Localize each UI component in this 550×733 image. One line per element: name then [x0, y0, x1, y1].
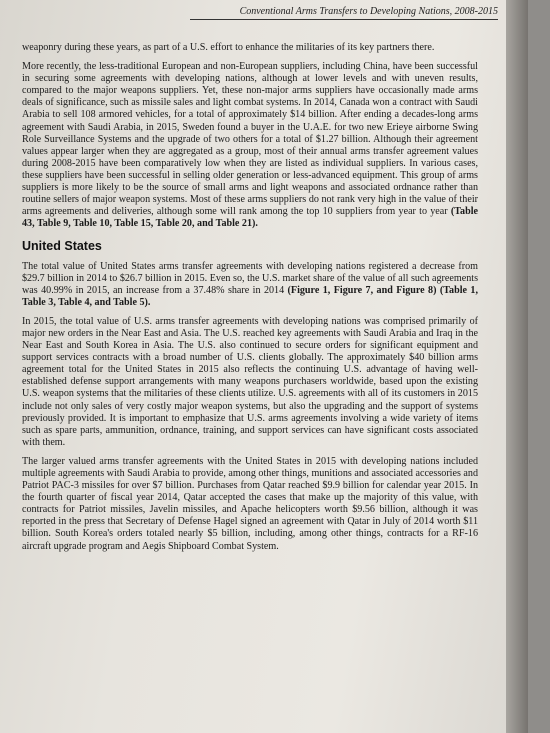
page-edge-shadow	[506, 0, 528, 733]
paragraph	[22, 456, 478, 553]
figure-table-references: (Figure 1, Figure 7, and Figure 8) (Table 1, Table 3, Table 4, and Table 5).	[22, 284, 478, 308]
table-references: (Table 43, Table 9, Table 10, Table 15, Table 20, and Table 21).	[22, 206, 478, 230]
paragraph-text: In 2015, the total value of U.S. arms transfer agreements with developing nations was comprised primarily of major new orders in the Near East and Asia. The U.S. reached key agreements with Saudi Arabia and Iraq in the Near East and South Korea in Asia. The U.S. also continued to secure orders for significant equipment and support services contracts with a broad number of U.S. clients globally. The approximately $40 billion arms agreement total for the United States in 2015 also reflects the continuing U.S. advantage of having well-established defense support arrangements with many weapons purchasers worldwide, based upon the existing U.S. weapon systems that the militaries of these clients utilize. U.S. agreements with all of its customers in 2015 include not only sales of very costly major weapon systems, but also the upgrading and the support of systems previously provided. It is important to emphasize that U.S. arms agreements involving a wide variety of items such as spare parts, ammunition, ordnance, training, and support services can have significant costs associated with them.	[22, 315, 478, 448]
paragraph	[22, 61, 478, 230]
paragraph	[22, 316, 478, 449]
running-header: Conventional Arms Transfers to Developing Nations, 2008-2015	[190, 6, 498, 20]
body-text	[22, 42, 478, 560]
paragraph-text: The total value of United States arms transfer agreements with developing nations registered a decrease from $29.7 billion in 2014 to $26.7 billion in 2015. Even so, the U.S. market share of the value of all such agreements was 40.99% in 2015, an increase from a 37.48% share in 2014	[22, 260, 478, 296]
paragraph-text: The larger valued arms transfer agreements with the United States in 2015 with developing nations included multiple agreements with Saudi Arabia to provide, among other things, munitions and associated accessories and Patriot PAC-3 missiles for over $7 billion. Purchases from Qatar reached $9.9 billion for calendar year 2015. In the fourth quarter of fiscal year 2014, Qatar accepted the cases that make up the majority of this value, with contracts for Patriot missiles, Javelin missiles, and Apache helicopters worth $9.56 billion, although it was reported in the press that Secretary of Defense Hagel signed an agreement with Qatar in July of 2014 worth $11 billion. South Korea's orders totaled nearly $5 billion, including, among other things, contracts for a RF-16 aircraft upgrade program and Aegis Shipboard Combat System.	[22, 455, 478, 552]
paragraph	[22, 42, 478, 54]
paragraph	[22, 261, 478, 309]
paragraph-text: weaponry during these years, as part of a U.S. effort to enhance the militaries of its key partners there.	[22, 42, 435, 53]
section-heading: United States	[22, 239, 102, 254]
paragraph-text: More recently, the less-traditional European and non-European suppliers, including China, have been successful in securing some agreements with developing nations, although at lower levels and with uneven results, compared to the major weapons suppliers. Yet, these non-major arms suppliers have occasionally made arms deals of significance, such as missile sales and light combat systems. In 2014, Canada won a contract with Saudi Arabia to sell 108 armored vehicles, for a total of approximately $14 billion. After ending a decades-long arms agreement with Saudi Arabia, in 2015, Sweden found a buyer in the U.A.E. for two new Erieye airborne Swing Role Surveillance Systems and the upgrade of two others for a total of $1.27 billion. Although their agreement values appear larger when they are aggregated as a group, most of their annual arms transfer agreement values during 2008-2015 have been comparatively low when they are listed as individual suppliers. In various cases, these suppliers have been successful in selling older generation or less-advanced equipment. This group of arms suppliers is more likely to be the source of small arms and light weapons and associated ordnance rather than routine sellers of major weapon systems. Most of these arms suppliers do not rank very high in the value of their arms agreements and deliveries, although some will rank among the top 10 suppliers from year to year	[22, 61, 478, 218]
